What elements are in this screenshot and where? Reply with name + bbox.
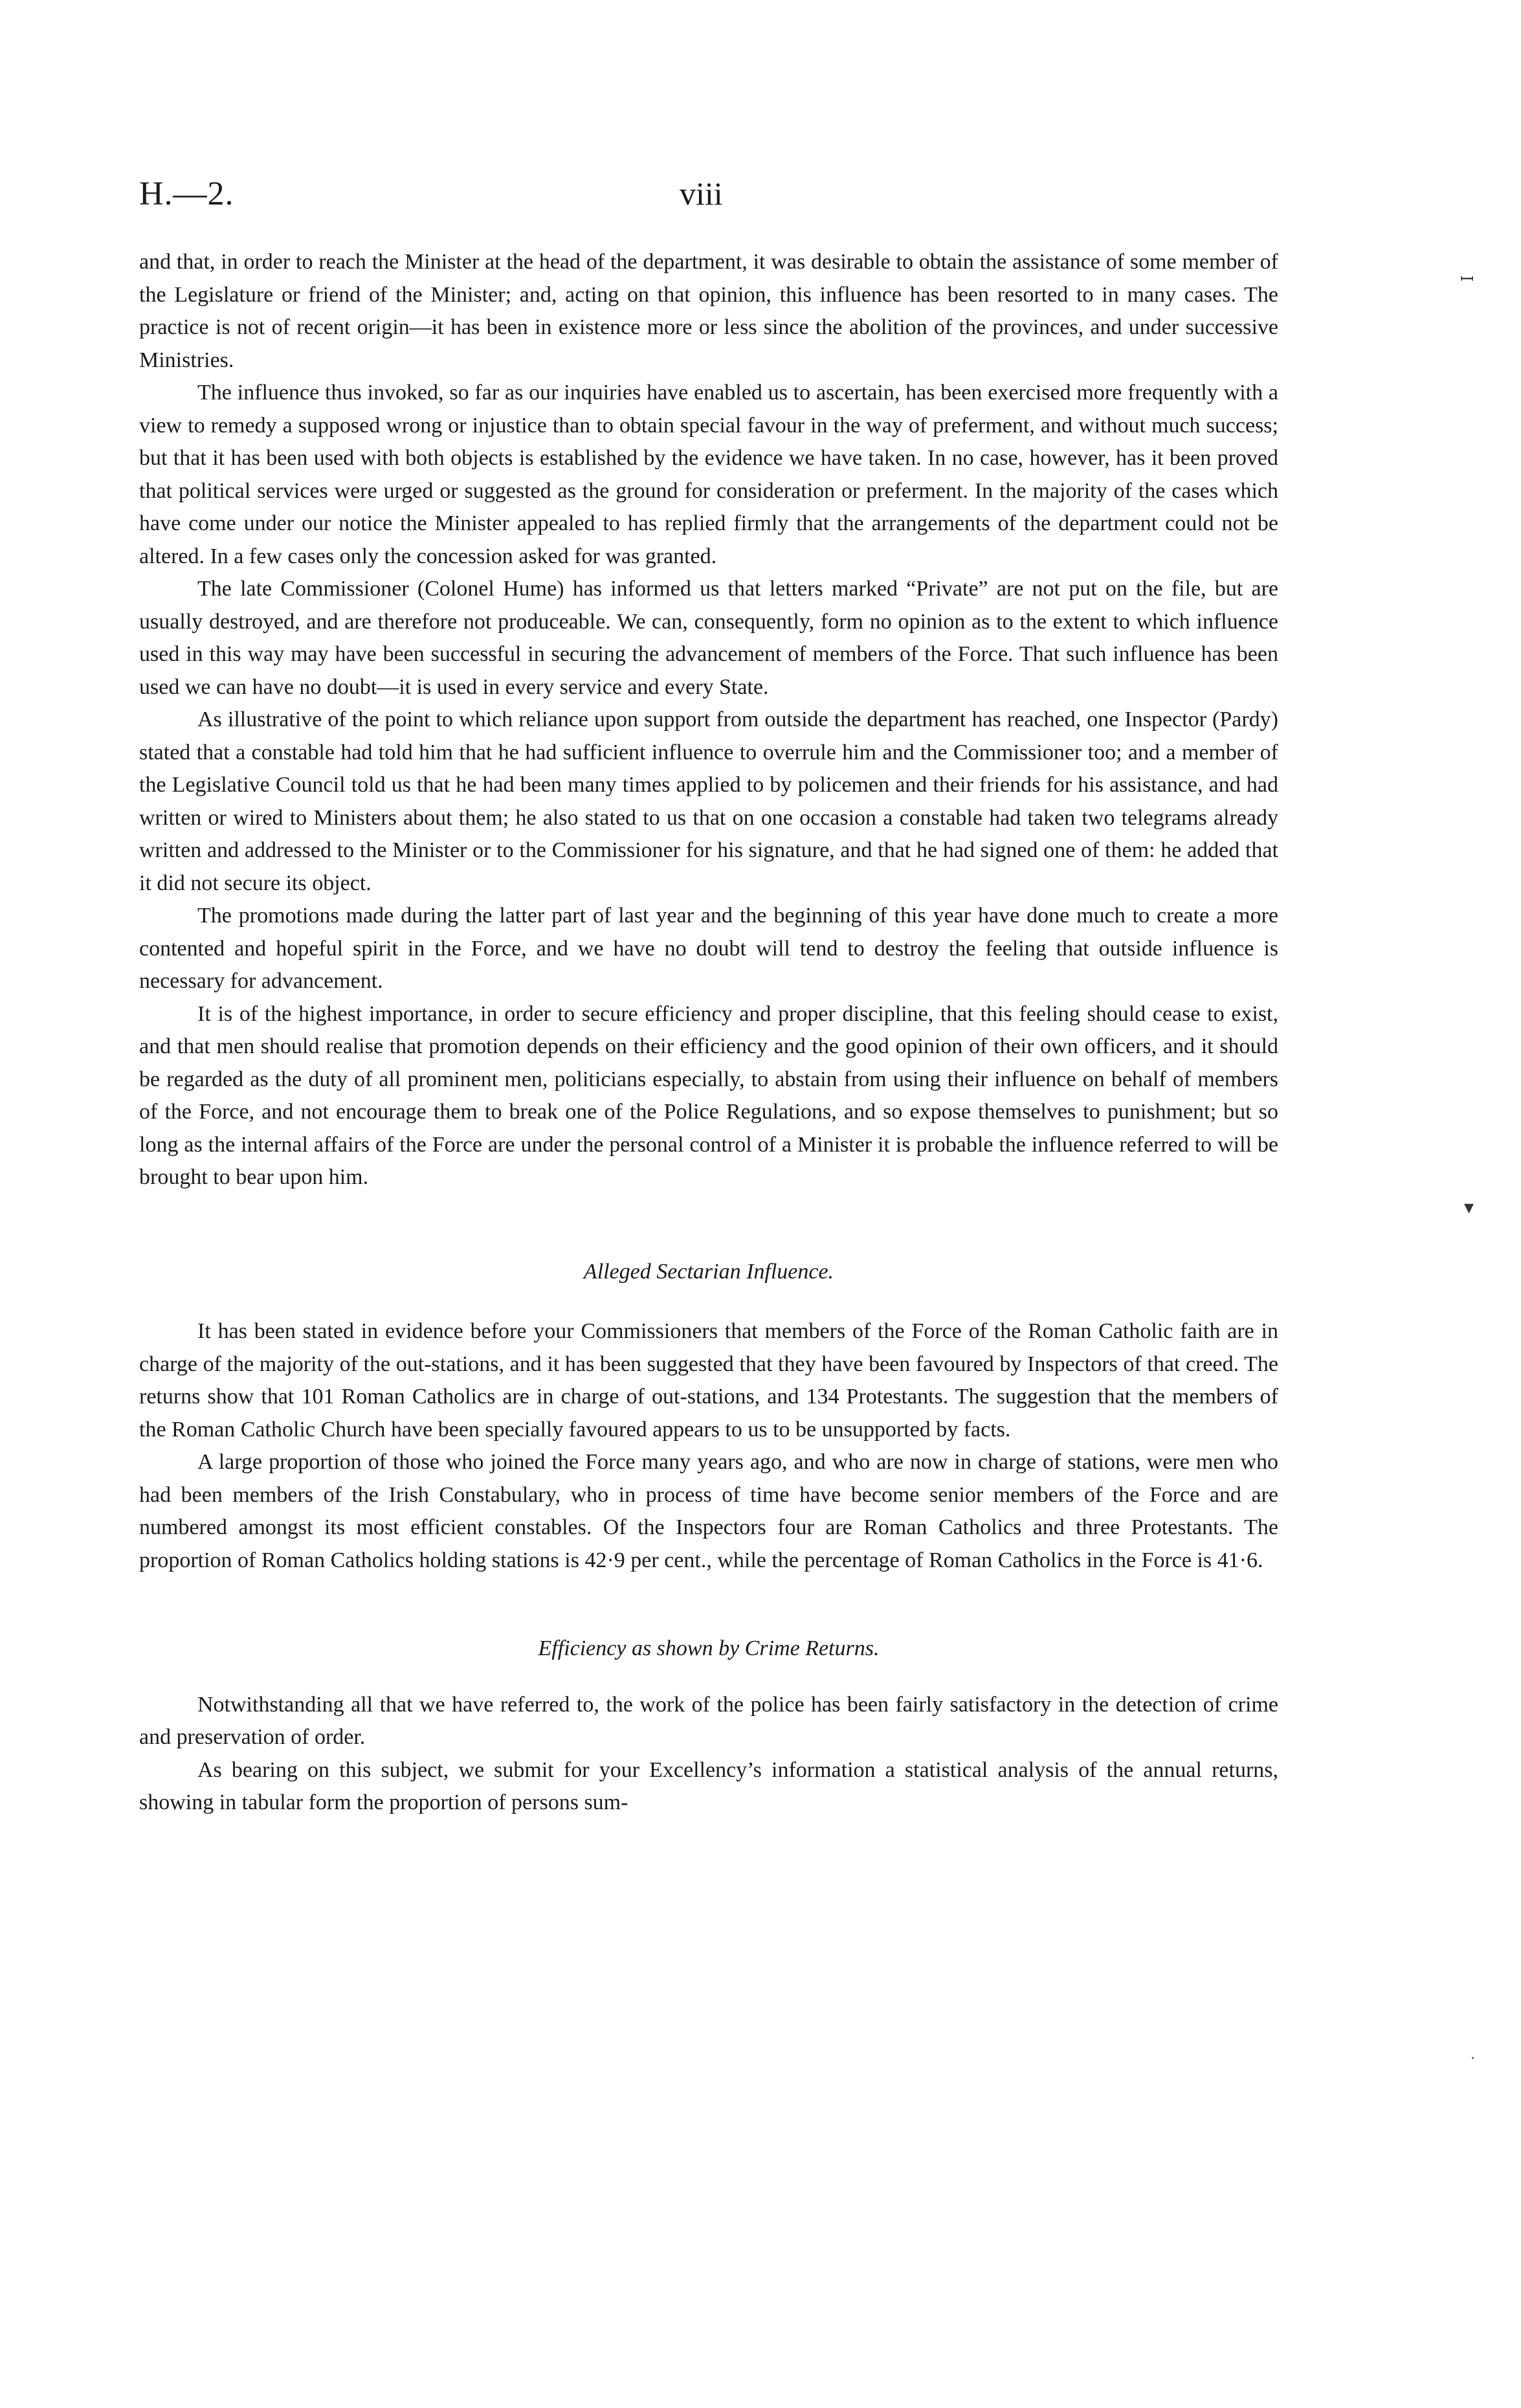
page-header xyxy=(139,175,1278,227)
paragraph: It has been stated in evidence before your Commissioners that members of the Force of the Roman Catholic faith are in charge of the majority of the out-stations, and it has been suggested that they have been favoured by Inspectors of that creed. The returns show that 101 Roman Catholics are in charge of out-stations, and 134 Protestants. The suggestion that the members of the Roman Catholic Church have been specially favoured appears to us to be unsupported by facts. xyxy=(139,1319,1278,1442)
paragraph: As bearing on this subject, we submit for your Excellency’s information a statistical analysis of the annual returns, showing in tabular form the proportion of persons sum- xyxy=(139,1757,1278,1814)
paragraph-continuation: and that, in order to reach the Minister at the head of the department, it was desirable to obtain the assistance of some member of the Legislature or friend of the Minister; and, acting on that opinion, this influence has been resorted to in many cases. The practice is not of recent origin—it has been in existence more or less since the abolition of the provinces, and under successive Ministries. xyxy=(139,250,1278,372)
document-reference: H.—2. xyxy=(139,175,234,212)
page-number: viii xyxy=(680,175,723,212)
body-text xyxy=(139,246,1278,1820)
margin-mark: ▾ xyxy=(1464,1196,1474,1219)
section-heading-efficiency: Efficiency as shown by Crime Returns. xyxy=(538,1636,880,1660)
paragraph: The promotions made during the latter part of last year and the beginning of this year have done much to create a more contented and hopeful spirit in the Force, and we have no doubt will tend to destroy the feeling that outside influence is necessary for advancement. xyxy=(139,904,1278,993)
margin-mark: · xyxy=(1471,2051,1475,2067)
margin-mark: ꟷ xyxy=(1460,270,1474,289)
paragraph: Notwithstanding all that we have referred to, the work of the police has been fairly satisfactory in the detection of crime and preservation of order. xyxy=(139,1692,1278,1749)
paragraph: As illustrative of the point to which reliance upon support from outside the department has reached, one Inspector (Pardy) stated that a constable had told him that he had sufficient influence to overrule him and the Commissioner too; and a member of the Legislative Council told us that he had been many times applied to by policemen and their friends for his assistance, and had written or wired to Ministers about them; he also stated to us that on one occasion a constable had taken two telegrams already written and addressed to the Minister or to the Commissioner for his signature, and that he had signed one of them: he added that it did not secure its object. xyxy=(139,708,1278,895)
paragraph: A large proportion of those who joined the Force many years ago, and who are now in charge of stations, were men who had been members of the Irish Constabulary, who in process of time have become senior members of the Force and are numbered amongst its most efficient constables. Of the Inspectors four are Roman Catholics and three Protestants. The proportion of Roman Catholics holding stations is 42·9 per cent., while the percentage of Roman Catholics in the Force is 41·6. xyxy=(139,1450,1278,1572)
section-heading-sectarian-influence: Alleged Sectarian Influence. xyxy=(583,1259,834,1284)
paragraph: The influence thus invoked, so far as our inquiries have enabled us to ascertain, has been exercised more frequently with a view to remedy a supposed wrong or injustice than to obtain special favour in the way of preferment, and without much success; but that it has been used with both objects is established by the evidence we have taken. In no case, however, has it been proved that political services were urged or suggested as the ground for consideration or preferment. In the majority of the cases which have come under our notice the Minister appealed to has replied firmly that the arrangements of the department could not be altered. In a few cases only the concession asked for was granted. xyxy=(139,381,1278,568)
paragraph: It is of the highest importance, in order to secure efficiency and proper discipline, that this feeling should cease to exist, and that men should realise that promotion depends on their efficiency and the good opinion of their own officers, and it should be regarded as the duty of all prominent men, politicians especially, to abstain from using their influence on behalf of members of the Force, and not encourage them to break one of the Police Regulations, and so expose themselves to punishment; but so long as the internal affairs of the Force are under the personal control of a Minister it is probable the influence referred to will be brought to bear upon him. xyxy=(139,1001,1278,1189)
paragraph: The late Commissioner (Colonel Hume) has informed us that letters marked “Private” are not put on the file, but are usually destroyed, and are therefore not produceable. We can, consequently, form no opinion as to the extent to which influence used in this way may have been successful in securing the advancement of members of the Force. That such influence has been used we can have no doubt—it is used in every service and every State. xyxy=(139,577,1278,699)
